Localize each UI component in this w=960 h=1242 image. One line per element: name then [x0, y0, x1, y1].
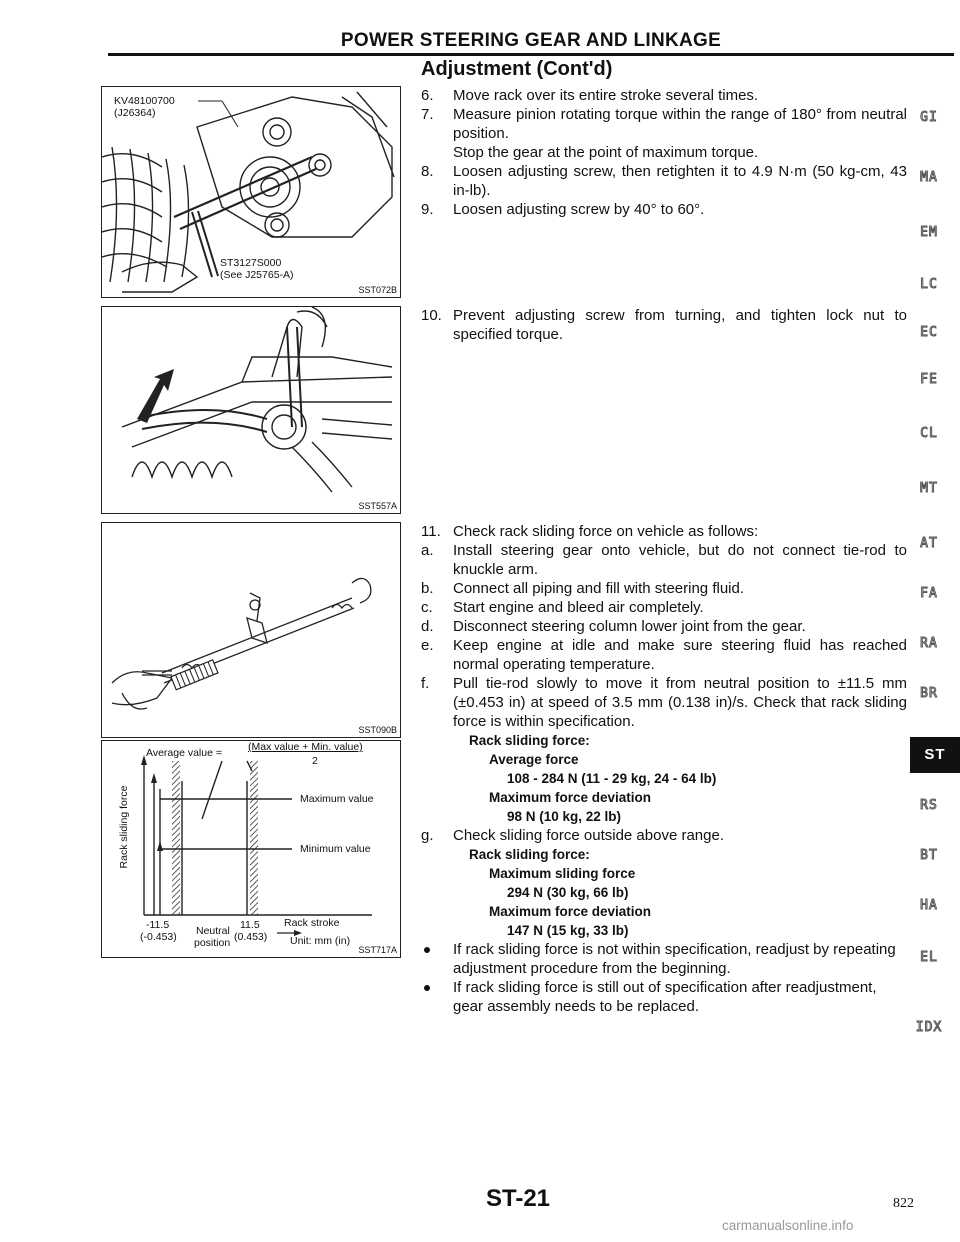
spec-2-label-1: Maximum sliding force	[489, 866, 636, 881]
min-value-label: Minimum value	[300, 843, 371, 855]
step-11: 11. Check rack sliding force on vehicle as follows:	[421, 523, 759, 540]
figure-torque-measurement	[101, 86, 401, 298]
tab-gi[interactable]: GI	[920, 110, 938, 125]
page-code: ST-21	[486, 1185, 551, 1212]
x-neutral-label: Neutral	[196, 925, 230, 937]
figure-code: SST557A	[358, 501, 397, 511]
formula-prefix: Average value =	[146, 747, 222, 759]
tool-label-st: ST3127S000	[220, 257, 282, 269]
tab-idx[interactable]: IDX	[915, 1020, 943, 1035]
x-right-inch-label: (0.453)	[234, 931, 268, 943]
tab-em[interactable]: EM	[920, 225, 938, 240]
spec-1-label-1: Average force	[489, 752, 579, 767]
tab-cl[interactable]: CL	[920, 426, 938, 441]
tab-ra[interactable]: RA	[920, 636, 938, 651]
page-number: 822	[893, 1196, 914, 1211]
step-6: 6. Move rack over its entire stroke several times.	[421, 87, 759, 104]
tab-fe[interactable]: FE	[920, 372, 938, 387]
spec-1-value-2: 98 N (10 kg, 22 lb)	[507, 809, 622, 824]
formula-numerator: (Max value + Min. value)	[248, 741, 363, 753]
substep-f: f. Pull tie-rod slowly to move it from neutral position to ±11.5 mm (±0.453 in) at speed of 3.5 mm (0.138 in)/s. Check that rack sliding force is within specification.	[421, 675, 907, 730]
spec-2-value-1: 294 N (30 kg, 66 lb)	[507, 885, 629, 900]
tab-at[interactable]: AT	[920, 536, 938, 551]
step-7: 7. Measure pinion rotating torque within the range of 180° from neutral position. Stop the gear at the point of maximum torque.	[421, 106, 907, 161]
x-axis-label: Rack stroke	[284, 917, 340, 929]
sliding-force-illustration	[102, 523, 400, 737]
tab-ma[interactable]: MA	[920, 170, 938, 185]
step-9: 9. Loosen adjusting screw by 40° to 60°.	[421, 201, 705, 218]
spec-1-value-1: 108 - 284 N (11 - 29 kg, 24 - 64 lb)	[507, 771, 717, 786]
spec-1-label-2: Maximum force deviation	[489, 790, 652, 805]
tab-st-active[interactable]: ST	[910, 737, 960, 773]
tab-lc[interactable]: LC	[920, 277, 938, 292]
figure-code: SST072B	[358, 285, 397, 295]
figure-average-value-graph	[101, 740, 401, 958]
step-10: 10. Prevent adjusting screw from turning, and tighten lock nut to specified torque.	[421, 307, 907, 343]
tab-rs[interactable]: RS	[920, 798, 938, 813]
tab-ec[interactable]: EC	[920, 325, 938, 340]
tab-fa[interactable]: FA	[920, 586, 938, 601]
figure-lock-nut	[101, 306, 401, 514]
substep-a: a. Install steering gear onto vehicle, but do not connect tie-rod to knuckle arm.	[421, 542, 907, 578]
steps-6-to-9	[421, 86, 907, 219]
unit-label: Unit: mm (in)	[290, 935, 351, 947]
tab-br[interactable]: BR	[920, 686, 938, 701]
formula-denominator: 2	[312, 755, 318, 767]
substep-e: e. Keep engine at idle and make sure steering fluid has reached normal operating temperature.	[421, 637, 907, 673]
spec-1-title: Rack sliding force:	[469, 733, 590, 748]
tab-el[interactable]: EL	[920, 950, 938, 965]
tab-bt[interactable]: BT	[920, 848, 938, 863]
tool-label-j25765: (See J25765-A)	[220, 269, 294, 281]
substep-g: g. Check sliding force outside above range.	[421, 827, 724, 844]
substep-c: c. Start engine and bleed air completely.	[421, 599, 704, 616]
substep-d: d. Disconnect steering column lower joint from the gear.	[421, 618, 806, 635]
tab-mt[interactable]: MT	[920, 481, 938, 496]
section-title: POWER STEERING GEAR AND LINKAGE	[340, 30, 722, 51]
watermark: carmanualsonline.info	[722, 1218, 854, 1233]
page-subtitle: Adjustment (Cont'd)	[421, 58, 613, 80]
max-value-label: Maximum value	[300, 793, 374, 805]
bullet-1: If rack sliding force is not within specification, readjust by repeating adjustment procedure from the beginning.	[421, 940, 907, 978]
tool-label-j26364: (J26364)	[114, 107, 156, 119]
spec-2-title: Rack sliding force:	[469, 847, 590, 862]
step-8: 8. Loosen adjusting screw, then retighten it to 4.9 N·m (50 kg-cm, 43 in-lb).	[421, 163, 907, 199]
spec-2-label-2: Maximum force deviation	[489, 904, 652, 919]
x-right-label: 11.5	[240, 919, 260, 931]
y-axis-label: Rack sliding force	[118, 785, 130, 869]
header-rule	[108, 53, 954, 56]
x-left-inch-label: (-0.453)	[140, 931, 177, 943]
figure-code: SST090B	[358, 725, 397, 735]
x-left-label: -11.5	[146, 919, 170, 931]
x-neutral-label-2: position	[194, 937, 231, 949]
figure-sliding-force	[101, 522, 401, 738]
bullet-2: If rack sliding force is still out of specification after readjustment, gear assembly needs to be replaced.	[421, 978, 907, 1016]
lock-nut-illustration	[102, 307, 400, 513]
figure-code: SST717A	[358, 945, 397, 955]
step-10-block	[421, 306, 907, 344]
tab-ha[interactable]: HA	[920, 898, 938, 913]
spec-2-value-2: 147 N (15 kg, 33 lb)	[507, 923, 629, 938]
tool-label-kv: KV48100700	[114, 95, 175, 107]
substep-b: b. Connect all piping and fill with steering fluid.	[421, 580, 744, 597]
step-11-block	[421, 522, 907, 1016]
